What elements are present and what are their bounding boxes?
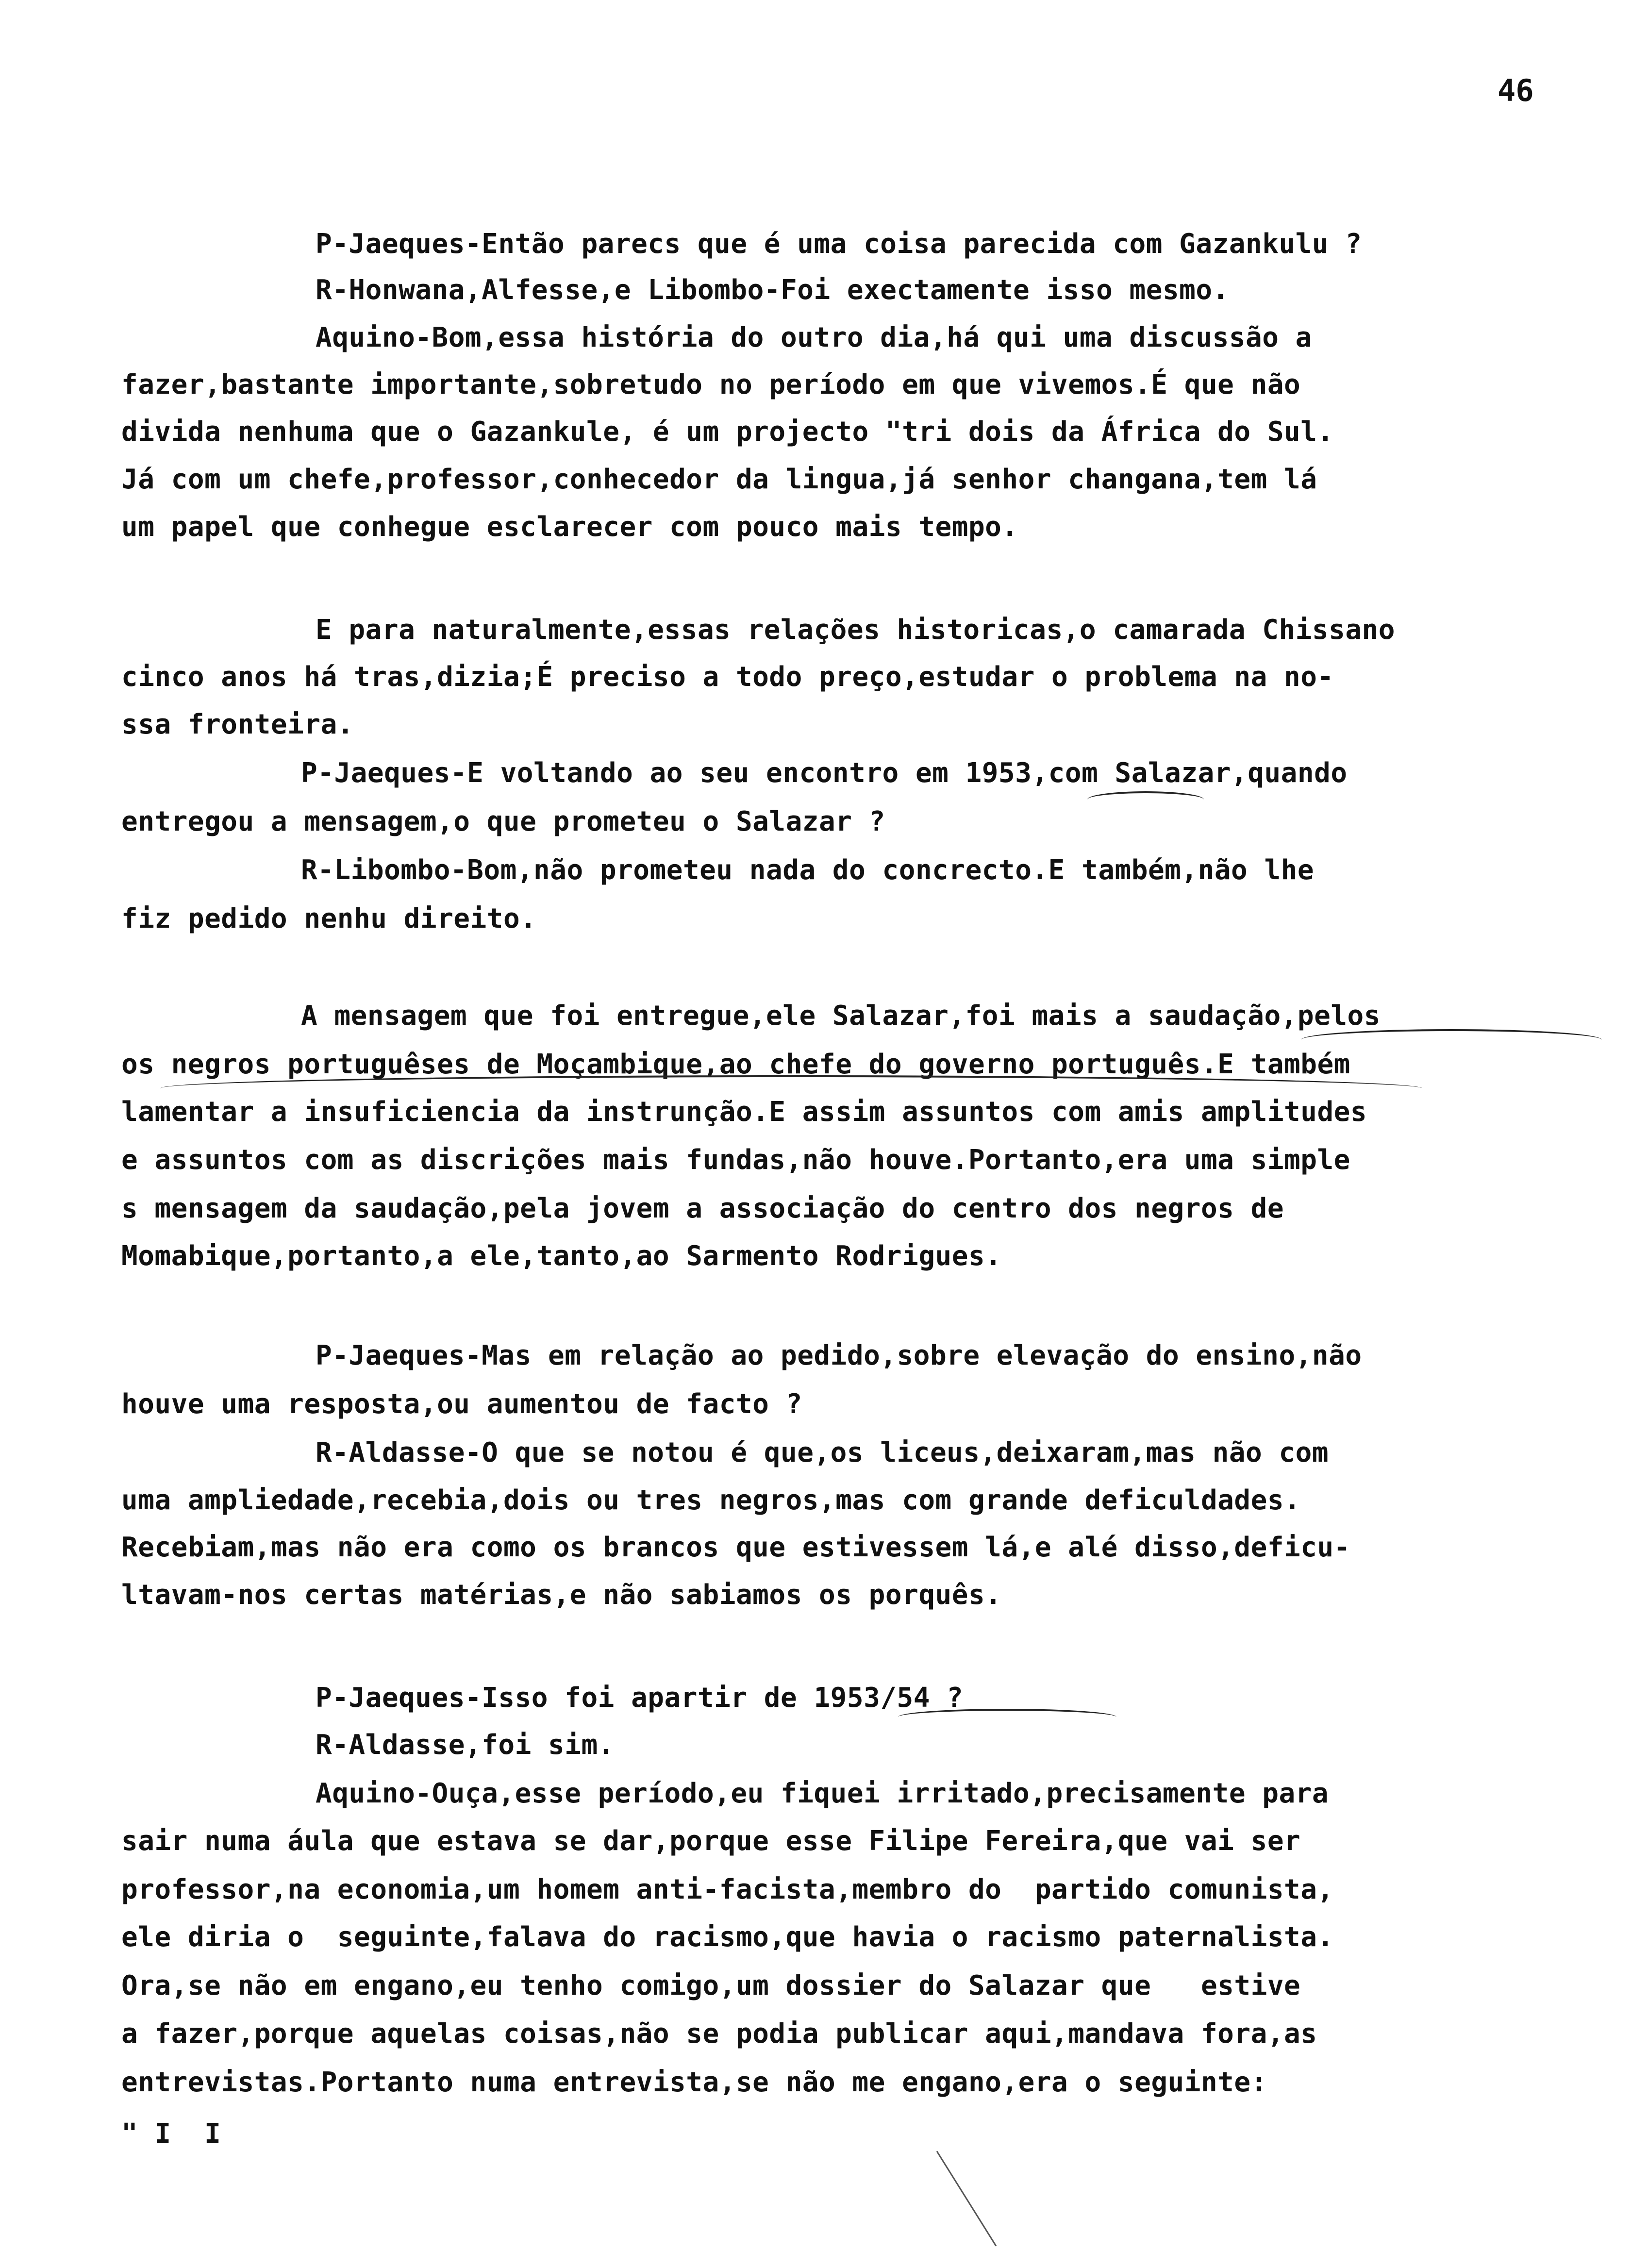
text-line: um papel que conhegue esclarecer com pouco mais tempo. bbox=[121, 511, 1018, 543]
handwritten-underline bbox=[1301, 1029, 1602, 1051]
text-line: os negros portuguêses de Moçambique,ao chefe do governo português.E também bbox=[121, 1049, 1350, 1080]
text-line: Aquino-Ouça,esse período,eu fiquei irritado,precisamente para bbox=[316, 1778, 1329, 1809]
text-line: R-Aldasse-O que se notou é que,os liceus,deixaram,mas não com bbox=[316, 1437, 1329, 1468]
text-line: Recebiam,mas não era como os brancos que estivessem lá,e alé disso,deficu- bbox=[121, 1532, 1350, 1563]
pen-stroke bbox=[936, 2151, 997, 2247]
text-line: A mensagem que foi entregue,ele Salazar,foi mais a saudação,pelos bbox=[301, 1000, 1381, 1032]
page-number: 46 bbox=[1498, 73, 1534, 108]
text-line: E para naturalmente,essas relações historicas,o camarada Chissano bbox=[316, 614, 1395, 646]
text-line: professor,na economia,um homem anti-facista,membro do partido comunista, bbox=[121, 1874, 1334, 1905]
text-line: P-Jaeques-E voltando ao seu encontro em 1953,com Salazar,quando bbox=[301, 757, 1348, 789]
text-line: sair numa áula que estava se dar,porque esse Filipe Fereira,que vai ser bbox=[121, 1825, 1301, 1857]
text-line: houve uma resposta,ou aumentou de facto ? bbox=[121, 1388, 802, 1420]
text-line: entrevistas.Portanto numa entrevista,se não me engano,era o seguinte: bbox=[121, 2067, 1267, 2098]
text-line: entregou a mensagem,o que prometeu o Salazar ? bbox=[121, 806, 885, 837]
text-line: R-Libombo-Bom,não prometeu nada do concrecto.E também,não lhe bbox=[301, 854, 1315, 886]
text-line: ssa fronteira. bbox=[121, 709, 354, 740]
text-line: P-Jaeques-Isso foi apartir de 1953/54 ? bbox=[316, 1682, 964, 1714]
text-line: " I I bbox=[121, 2118, 221, 2150]
text-line: Ora,se não em engano,eu tenho comigo,um dossier do Salazar que estive bbox=[121, 1970, 1301, 2001]
text-line: Já com um chefe,professor,conhecedor da lingua,já senhor changana,tem lá bbox=[121, 464, 1317, 495]
text-line: Momabique,portanto,a ele,tanto,ao Sarmento Rodrigues. bbox=[121, 1240, 1002, 1272]
text-line: R-Aldasse,foi sim. bbox=[316, 1729, 615, 1761]
text-line: Aquino-Bom,essa história do outro dia,há qui uma discussão a bbox=[316, 322, 1312, 353]
text-line: a fazer,porque aquelas coisas,não se podia publicar aqui,mandava fora,as bbox=[121, 2018, 1317, 2050]
text-line: divida nenhuma que o Gazankule, é um projecto "tri dois da África do Sul. bbox=[121, 416, 1334, 448]
text-line: R-Honwana,Alfesse,e Libombo-Foi exectamente isso mesmo. bbox=[316, 274, 1229, 306]
text-line: fiz pedido nenhu direito. bbox=[121, 903, 537, 934]
text-line: lamentar a insuficiencia da instrunção.E assim assuntos com amis amplitudes bbox=[121, 1096, 1367, 1128]
text-line: P-Jaeques-Mas em relação ao pedido,sobre elevação do ensino,não bbox=[316, 1340, 1362, 1371]
handwritten-underline bbox=[898, 1709, 1116, 1725]
text-line: s mensagem da saudação,pela jovem a associação do centro dos negros de bbox=[121, 1193, 1284, 1224]
text-line: uma ampliedade,recebia,dois ou tres negros,mas com grande deficuldades. bbox=[121, 1484, 1301, 1516]
text-line: cinco anos há tras,dizia;É preciso a todo preço,estudar o problema na no- bbox=[121, 661, 1334, 693]
text-line: P-Jaeques-Então parecs que é uma coisa parecida com Gazankulu ? bbox=[316, 228, 1362, 260]
text-line: ltavam-nos certas matérias,e não sabiamos os porquês. bbox=[121, 1579, 1002, 1611]
text-line: fazer,bastante importante,sobretudo no período em que vivemos.É que não bbox=[121, 369, 1301, 400]
handwritten-underline bbox=[1087, 791, 1204, 808]
handwritten-underline bbox=[160, 1075, 1422, 1101]
text-line: e assuntos com as discrições mais fundas,não houve.Portanto,era uma simple bbox=[121, 1144, 1350, 1176]
text-line: ele diria o seguinte,falava do racismo,que havia o racismo paternalista. bbox=[121, 1921, 1334, 1953]
